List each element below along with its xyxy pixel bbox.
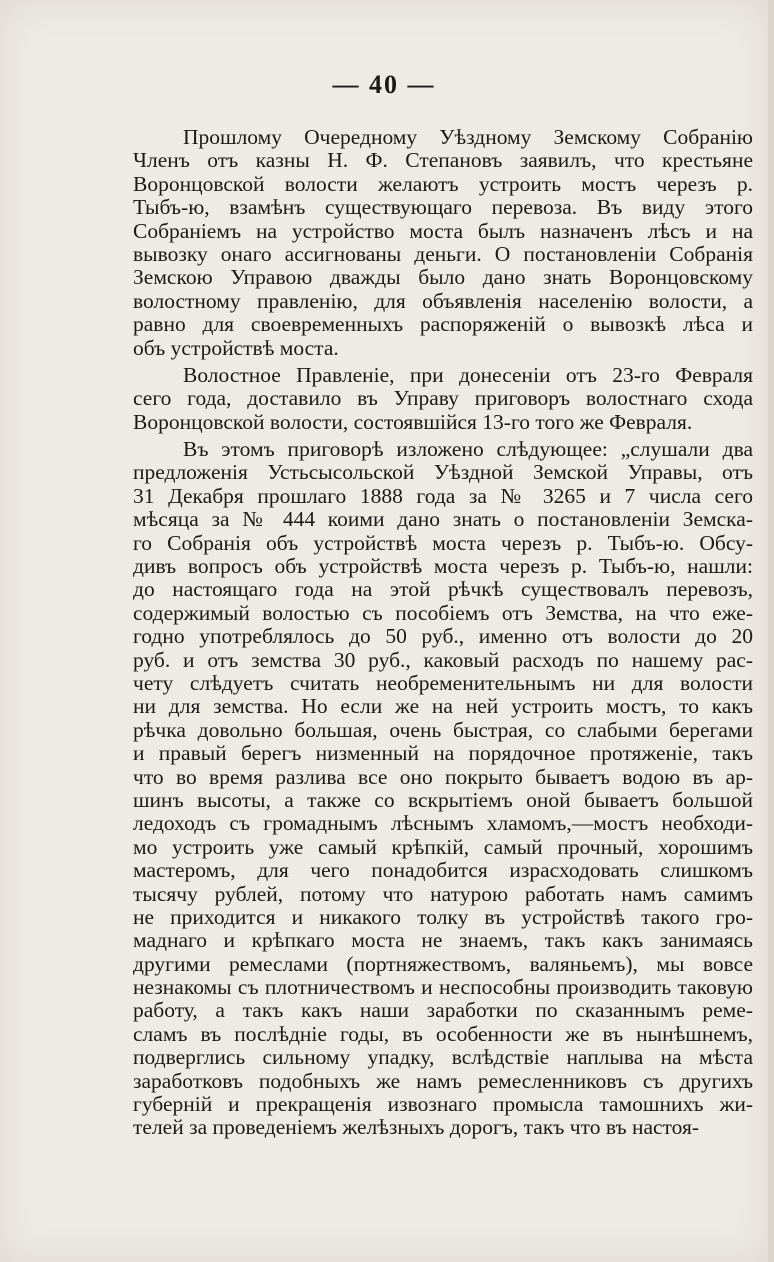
text-line: чету слѣдуетъ считать необременительнымъ ни для волости — [133, 670, 753, 695]
text-line: телей за проведеніемъ желѣзныхъ дорогъ, такъ что въ настоя- — [133, 1115, 700, 1140]
text-line: маднаго и крѣпкаго моста не знаемъ, такъ какъ занимаясь — [133, 928, 753, 953]
text-line: 31 Декабря прошлаго 1888 года за № 3265 и 7 числа сего — [133, 483, 753, 508]
text-line: руб. и отъ земства 30 руб., каковый расходъ по нашему рас- — [133, 647, 753, 672]
text-line: рѣчка довольно большая, очень быстрая, со слабыми берегами — [133, 717, 753, 742]
text-line: до настоящаго года на этой рѣчкѣ существовалъ перевозъ, — [133, 577, 753, 602]
text-line: не приходится и никакого толку въ устройствѣ такого гро- — [133, 904, 753, 929]
text-line: мо устроить уже самый крѣпкій, самый прочный, хорошимъ — [133, 834, 753, 859]
page-body — [133, 126, 753, 1140]
text-line: го Собранія объ устройствѣ моста черезъ р. Тыбъ-ю. Обсу- — [133, 530, 753, 555]
text-line: годно употреблялось до 50 руб., именно отъ волости до 20 — [133, 624, 753, 649]
text-line: сламъ въ послѣдніе годы, въ особенности же въ нынѣшнемъ, — [133, 1021, 753, 1046]
text-line: заработковъ подобныхъ же намъ ремесленниковъ съ другихъ — [133, 1068, 753, 1093]
text-line: равно для своевременныхъ распоряженій о вывозкѣ лѣса и — [133, 312, 753, 337]
text-line: мастеромъ, для чего понадобится израсходовать слишкомъ — [133, 858, 753, 883]
text-line: работу, а такъ какъ наши заработки по сказаннымъ реме- — [133, 998, 753, 1023]
text-line: Тыбъ-ю, взамѣнъ существующаго перевоза. Въ виду этого — [133, 195, 753, 220]
text-line: что во время разлива все оно покрыто бываетъ водою въ ар- — [133, 764, 753, 789]
text-line: тысячу рублей, потому что натурою работать намъ самимъ — [133, 881, 753, 906]
text-line: предложенія Устьсысольской Уѣздной Земской Управы, отъ — [133, 460, 753, 485]
text-line: ледоходъ съ громаднымъ лѣснымъ хламомъ,—мостъ необходи- — [133, 811, 753, 836]
text-line: Членъ отъ казны Н. Ф. Степановъ заявилъ, что крестьяне — [133, 148, 753, 173]
text-line: объ устройствѣ моста. — [133, 335, 339, 360]
text-line: Волостное Правленіе, при донесеніи отъ 23-го Февраля — [183, 362, 753, 387]
paragraph — [133, 438, 753, 1140]
text-line: и правый берегъ низменный на порядочное протяженіе, такъ — [133, 741, 753, 766]
paragraph — [133, 364, 753, 434]
text-line: мѣсяца за № 444 коими дано знать о постановленіи Земска- — [133, 507, 753, 532]
text-line: Земскою Управою дважды было дано знать Воронцовскому — [133, 265, 753, 290]
paragraph — [133, 126, 753, 360]
text-line: дивъ вопросъ объ устройствѣ моста черезъ р. Тыбъ-ю, нашли: — [133, 554, 753, 579]
text-line: Воронцовской волости, состоявшійся 13-го того же Февраля. — [133, 409, 693, 434]
text-line: другими ремеслами (портняжествомъ, валяньемъ), мы вовсе — [133, 951, 753, 976]
text-line: Собраніемъ на устройство моста былъ назначенъ лѣсъ и на — [133, 218, 753, 243]
text-line: вывозку онаго ассигнованы деньги. О постановленіи Собранія — [133, 241, 753, 266]
text-line: подверглись сильному упадку, вслѣдствіе наплыва на мѣста — [133, 1045, 753, 1070]
text-line: Прошлому Очередному Уѣздному Земскому Собранію — [183, 125, 753, 149]
text-line: незнакомы съ плотничествомъ и неспособны производить таковую — [133, 975, 753, 1000]
page-number: — 40 — — [332, 70, 436, 99]
text-line: волостному правленію, для объявленія населенію волости, а — [133, 288, 753, 313]
text-line: сего года, доставило въ Управу приговоръ волостнаго схода — [133, 386, 753, 411]
text-line: Въ этомъ приговорѣ изложено слѣдующее: „слушали два — [183, 437, 753, 462]
text-line: шинъ высоты, а также со вскрытіемъ оной бываетъ большой — [133, 787, 753, 812]
text-line: ни для земства. Но если же на ней устроить мостъ, то какъ — [133, 694, 753, 719]
text-line: губерній и прекращенія извознаго промысла тамошнихъ жи- — [133, 1092, 753, 1117]
text-line: содержимый волостью съ пособіемъ отъ Земства, на что еже- — [133, 600, 753, 625]
text-line: Воронцовской волости желаютъ устроить мостъ черезъ р. — [133, 171, 753, 196]
